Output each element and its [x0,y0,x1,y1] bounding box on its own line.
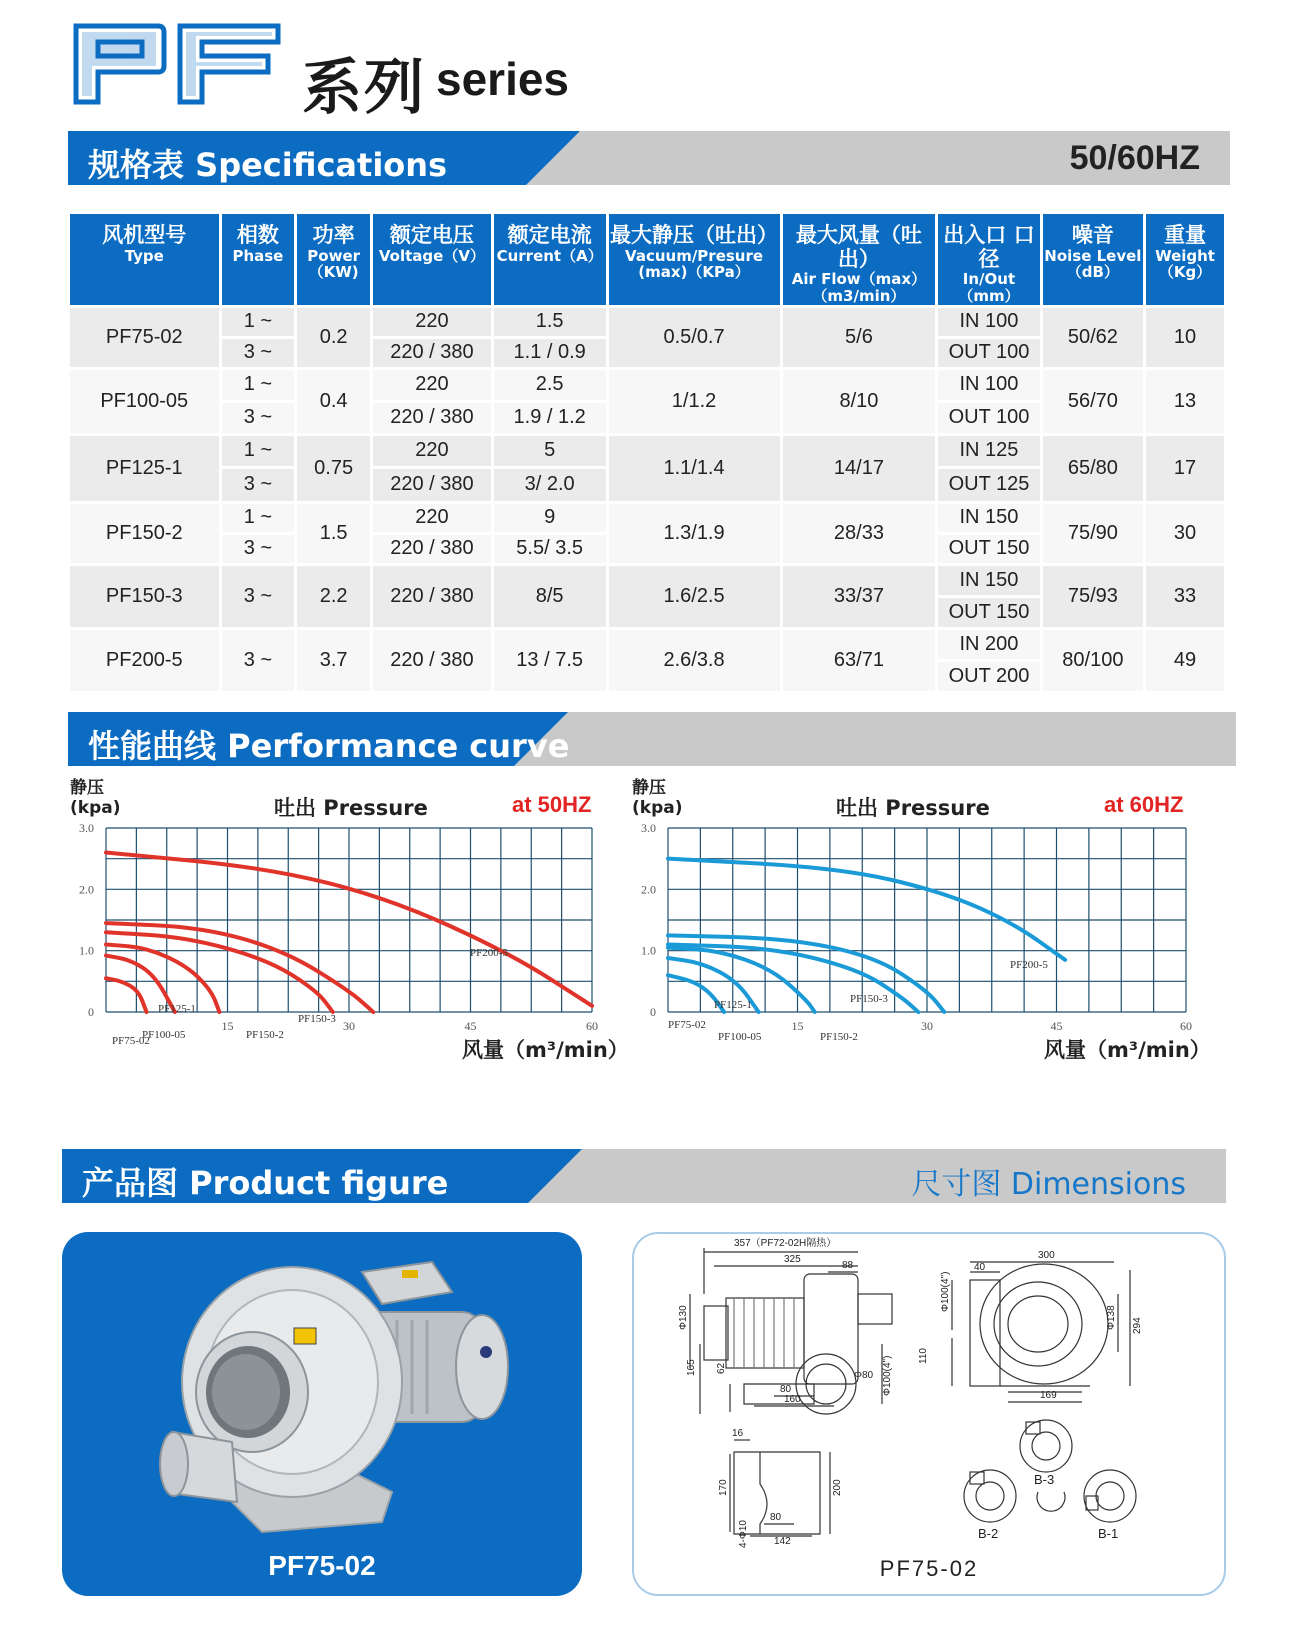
cell-port: OUT 100 [938,403,1039,433]
dimension-value: 142 [774,1536,791,1547]
dimension-value: 300 [1038,1250,1055,1261]
y-tick-label: 3.0 [641,821,656,835]
cell-pressure: 1.3/1.9 [609,504,780,563]
cell-type: PF150-3 [70,566,219,627]
chart-50hz-xlabel: 风量（m³/min） [462,1038,629,1062]
chart-60hz-xlabel: 风量（m³/min） [1044,1038,1211,1062]
cell-noise: 75/90 [1043,504,1143,563]
dimension-value: Φ138 [1106,1305,1117,1330]
dimension-value: 325 [784,1254,801,1265]
header-airflow: 最大风量（吐出） Air Flow（max） （m3/min） [783,214,936,305]
dimension-value: 170 [718,1479,729,1496]
table-row [70,436,1224,466]
cell-current: 5.5/ 3.5 [494,535,606,563]
cell-weight: 10 [1146,308,1224,367]
series-line [106,978,147,1012]
chart-50hz-title: 吐出 Pressure [274,796,428,820]
cell-weight: 30 [1146,504,1224,563]
dimension-value: 80 [770,1512,782,1523]
dimension-value: 16 [732,1428,744,1439]
cell-voltage: 220 / 380 [373,339,491,367]
series-label: PF150-2 [246,1029,284,1041]
dimension-value: 169 [1040,1390,1057,1401]
chart-60hz-ylabel: 静压 (kpa) [632,778,683,819]
cell-current: 1.9 / 1.2 [494,403,606,433]
cell-pressure: 2.6/3.8 [609,630,780,691]
cell-port: OUT 125 [938,469,1039,501]
chart-60hz-title: 吐出 Pressure [836,796,990,820]
cell-weight: 49 [1146,630,1224,691]
spec-banner-title: 规格表 Specifications [88,146,448,184]
cell-voltage: 220 / 380 [373,535,491,563]
cell-power: 0.4 [297,370,370,433]
cell-voltage: 220 / 380 [373,403,491,433]
table-row [70,630,1224,659]
x-tick-label: 15 [221,1019,234,1033]
x-tick-label: 15 [791,1019,804,1033]
x-tick-label: 30 [343,1019,355,1033]
series-label: PF75-02 [668,1019,706,1031]
series-label: PF125-1 [714,999,752,1011]
series-line [106,945,219,1012]
cell-noise: 80/100 [1043,630,1143,691]
series-label: PF200-5 [470,947,508,959]
dimensions-model-label: PF75-02 [879,1556,979,1581]
cell-type: PF200-5 [70,630,219,691]
cell-port: IN 150 [938,566,1039,595]
cell-current: 9 [494,504,606,532]
cell-pressure: 1/1.2 [609,370,780,433]
header-ports: 出入口 口径 In/Out（mm） [938,214,1039,305]
cell-port: IN 125 [938,436,1039,466]
table-row [70,370,1224,400]
cell-voltage: 220 [373,504,491,532]
cell-current: 3/ 2.0 [494,469,606,501]
cell-current: 13 / 7.5 [494,630,606,691]
cell-power: 0.75 [297,436,370,501]
dimension-value: Φ100(4") [882,1355,893,1396]
pf-brand-logo [72,22,282,106]
cell-power: 0.2 [297,308,370,367]
dimension-value: 294 [1132,1317,1143,1334]
dimension-value: 200 [832,1479,843,1496]
cell-type: PF150-2 [70,504,219,563]
dimension-value: 165 [686,1359,697,1376]
table-row [70,308,1224,336]
series-label: PF100-05 [718,1031,762,1043]
cell-voltage: 220 [373,436,491,466]
spec-table [67,211,1227,694]
cell-voltage: 220 / 380 [373,630,491,691]
chart-50hz [62,776,629,1076]
cell-airflow: 8/10 [783,370,936,433]
cell-phase: 3 ~ [222,339,295,367]
cell-type: PF100-05 [70,370,219,433]
cell-pressure: 0.5/0.7 [609,308,780,367]
cell-phase: 3 ~ [222,403,295,433]
cell-type: PF125-1 [70,436,219,501]
y-tick-label: 0 [650,1005,656,1019]
cell-port: IN 200 [938,630,1039,659]
x-tick-label: 30 [921,1019,933,1033]
table-row [70,566,1224,595]
spec-banner [68,131,1230,185]
cell-phase: 1 ~ [222,436,295,466]
x-tick-label: 60 [586,1019,598,1033]
dimension-value: Φ80 [854,1370,874,1381]
cell-port: IN 100 [938,370,1039,400]
cell-airflow: 33/37 [783,566,936,627]
cell-phase: 1 ~ [222,370,295,400]
series-label: PF150-3 [850,993,888,1005]
cell-weight: 17 [1146,436,1224,501]
header-noise: 噪音 Noise Level （dB） [1043,214,1143,305]
cell-airflow: 14/17 [783,436,936,501]
product-banner [62,1149,1226,1203]
series-label: PF125-1 [158,1003,196,1015]
cell-voltage: 220 / 380 [373,566,491,627]
dimension-value: Φ130 [678,1305,689,1330]
cell-phase: 3 ~ [222,630,295,691]
cell-port: OUT 100 [938,339,1039,367]
product-figure-panel [62,1232,582,1596]
chart-50hz-frequency: at 50HZ [512,792,592,817]
dimension-value: 80 [780,1384,792,1395]
header-power: 功率 Power （KW) [297,214,370,305]
cell-current: 5 [494,436,606,466]
product-model-label: PF75-02 [268,1550,376,1581]
cell-phase: 3 ~ [222,535,295,563]
cell-current: 8/5 [494,566,606,627]
dimension-value: Φ100(4") [940,1271,951,1312]
y-tick-label: 1.0 [641,943,656,958]
series-label: PF150-2 [820,1031,858,1043]
header-current: 额定电流 Current（A） [494,214,606,305]
cell-noise: 56/70 [1043,370,1143,433]
cell-airflow: 28/33 [783,504,936,563]
series-label: PF150-3 [298,1013,336,1025]
cell-weight: 33 [1146,566,1224,627]
cell-airflow: 5/6 [783,308,936,367]
cell-phase: 3 ~ [222,566,295,627]
cell-voltage: 220 [373,370,491,400]
cell-power: 1.5 [297,504,370,563]
y-tick-label: 3.0 [79,821,94,835]
dimension-drawing [634,1234,1224,1554]
y-tick-label: 1.0 [79,943,94,958]
cell-power: 3.7 [297,630,370,691]
frequency-label: 50/60HZ [1069,139,1200,177]
blower-illustration [62,1232,582,1552]
header-voltage: 额定电压 Voltage（V） [373,214,491,305]
cell-phase: 1 ~ [222,504,295,532]
header-pressure: 最大静压（吐出） Vacuum/Presure (max)（KPa） [609,214,780,305]
table-row [70,504,1224,532]
header-phase: 相数 Phase [222,214,295,305]
cell-airflow: 63/71 [783,630,936,691]
performance-banner [68,712,1236,766]
cell-type: PF75-02 [70,308,219,367]
y-tick-label: 2.0 [641,882,656,897]
dimensions-panel [632,1232,1226,1596]
dimension-value: 88 [842,1260,854,1271]
header-weight: 重量 Weight （Kg） [1146,214,1224,305]
dimension-value: 357（PF72-02H隔热） [734,1238,837,1249]
cell-phase: 1 ~ [222,308,295,336]
cell-pressure: 1.1/1.4 [609,436,780,501]
chart-60hz-frequency: at 60HZ [1104,792,1184,817]
x-tick-label: 45 [1050,1019,1063,1033]
series-label: PF100-05 [142,1029,186,1041]
chart-60hz [624,776,1224,1076]
chart-50hz-ylabel: 静压 (kpa) [70,778,121,819]
x-tick-label: 60 [1180,1019,1192,1033]
cell-noise: 75/93 [1043,566,1143,627]
performance-banner-title: 性能曲线 Performance curve [88,727,570,765]
outlet-position-label: B-3 [1034,1472,1055,1487]
y-tick-label: 2.0 [79,882,94,897]
outlet-position-label: B-1 [1098,1526,1119,1541]
series-label: PF200-5 [1010,959,1048,971]
cell-phase: 3 ~ [222,469,295,501]
cell-noise: 65/80 [1043,436,1143,501]
cell-port: IN 100 [938,308,1039,336]
dimension-value: 62 [716,1362,727,1374]
dimension-value: 4-Φ10 [738,1520,749,1548]
y-tick-label: 0 [88,1005,94,1019]
cell-noise: 50/62 [1043,308,1143,367]
cell-port: IN 150 [938,504,1039,532]
dimension-value: 40 [974,1262,986,1273]
cell-weight: 13 [1146,370,1224,433]
cell-power: 2.2 [297,566,370,627]
x-tick-label: 45 [464,1019,477,1033]
cell-current: 1.1 / 0.9 [494,339,606,367]
cell-port: OUT 150 [938,598,1039,627]
series-title-en: series [436,53,570,105]
product-banner-title: 产品图 Product figure [82,1164,449,1202]
header-type: 风机型号 Type [70,214,219,305]
cell-port: OUT 200 [938,662,1039,691]
dimension-value: 160 [784,1394,801,1405]
series-label: PF75-02 [112,1035,150,1047]
dimensions-title: 尺寸图 Dimensions [911,1167,1186,1202]
cell-voltage: 220 / 380 [373,469,491,501]
cell-port: OUT 150 [938,535,1039,563]
dimension-value: 110 [918,1348,929,1364]
cell-current: 2.5 [494,370,606,400]
cell-voltage: 220 [373,308,491,336]
outlet-position-label: B-2 [978,1526,999,1541]
cell-pressure: 1.6/2.5 [609,566,780,627]
series-title-cn: 系列 [302,53,426,123]
cell-current: 1.5 [494,308,606,336]
